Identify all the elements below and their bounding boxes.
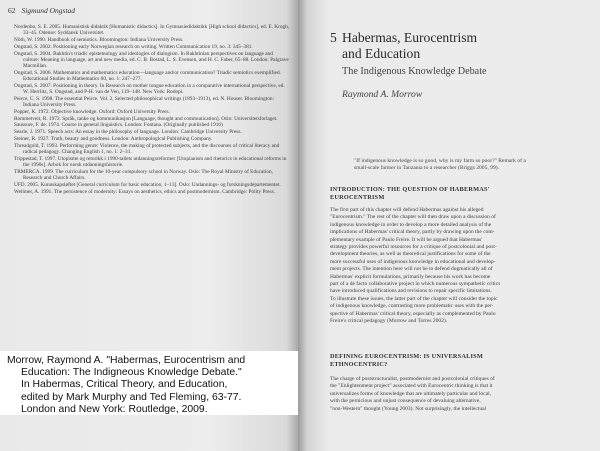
reference-entry: Ongstad, S. 2007. Positioning in theory. In Research on mother tongue education in a comparative international perspective, ed. W. Herrlitz, S. Ongstad, and P-H. van de Ven, 119–148. New York: Rodopi. xyxy=(14,82,285,95)
body-line: implications of Habermas' critical theory, partly by drawing upon the com- xyxy=(330,229,495,236)
reference-entry: UFD. 2005. Kunnskapsløftet [General curriculum for basic education, 1–13]. Oslo: Undannings- og forskningsdepartementet. xyxy=(14,181,281,188)
reference-entry: Nöth, W. 1990. Handbook of semiotics. Bloomington: Indiana University Press. xyxy=(14,37,184,43)
reference-entry: TRMERCA. 1999. The curriculum for the 10-year compulsory school in Norway. Oslo: The Royal Ministry of Education, Research and Church Affairs. xyxy=(14,168,273,181)
chapter-author: Raymond A. Morrow xyxy=(342,89,423,100)
section-body-defining-eurocentrism xyxy=(330,376,592,413)
body-line: "Eurocentrism." The rest of the chapter will then draw upon a discussion of xyxy=(330,214,496,221)
body-line: the "Enlightenment project" associated with Eurocentric thinking is that it xyxy=(330,383,493,390)
right-page xyxy=(298,0,600,451)
reference-entry: Trippestad, T. 1997. Utopisme og retorikk i 1990-tallets utdanningsreformer [Utopianism and rhetorics in educational reforms in the 1990s]. Arbok for norsk utdanningshistorie. xyxy=(14,155,287,168)
body-line: The first part of this chapter will defend Habermas against his alleged xyxy=(330,207,484,213)
body-line: universalizes forms of knowledge that are ultimately particular and local, xyxy=(330,390,491,397)
body-line: have introduced qualifications and revisions to repair specific limitations. xyxy=(330,288,492,295)
reference-entry: Peirce, C. S. 1998. The essential Peirce. Vol. 2, Selected philosophical writings (1893–1913), ed. N. Houser. Bloomington: Indiana University Press. xyxy=(14,95,274,108)
reference-entry: Popper, K. 1972. Objective knowledge. Oxford: Oxford University Press. xyxy=(14,108,170,115)
running-head-author: Sigmund Ongstad xyxy=(21,6,76,15)
citation-line: Education: The Indigneous Knowledge Debate." xyxy=(21,367,242,379)
body-line: strategy provides powerful resources for a critique of postcolonial and post- xyxy=(330,244,497,251)
body-line: ment projects. The intention here will not be to defend dogmatically all of xyxy=(330,266,493,273)
citation-overlay xyxy=(0,351,298,415)
reference-entry: Ongstad, S. 2006. Mathematics and mathematics education—language and/or communication? Triadic semiotics exemplified. Educational Studies in Mathematics 60, no. 1: 247–277. xyxy=(14,69,281,82)
reference-list xyxy=(14,24,290,195)
body-line: Freire's critical pedagogy (Morrow and Torres 2002). xyxy=(330,318,448,325)
citation-line: edited by Mark Murphy and Ted Fleming, 63-77. xyxy=(21,391,242,403)
reference-entry: Threadgold, T. 1993. Performing genre: Violence, the making of protected subjects, and the discourses of critical literacy and radical pedagogy. Changing English 1, no. 1: 2–31. xyxy=(14,142,280,155)
reference-entry: Nordenbo, S. E. 2005. Humanistisk didaktik [Humanistic didactics]. In Gymnasiedidaktikk [High school didactics], ed. E. Krogh, 33–45. Odense: Syddansk Universitet. xyxy=(14,24,290,37)
section-heading-line: DEFINING EUROCENTRISM: IS UNIVERSALISM xyxy=(330,353,483,360)
reference-entry: Ongstad, S. 2002. Positioning early Norwegian research on writing. Written Communication 19, no. 3: 345–381. xyxy=(14,43,253,50)
section-heading-line: ETHNOCENTRIC? xyxy=(330,360,388,368)
body-line: "non-Western" thought (Young 2003). Not surprisingly, the intellectual xyxy=(330,405,487,412)
reference-entry: Wellmer, A. 1991. The persistence of modernity: Essays on aesthetics, ethics and postmodernism. Cambridge: Polity Press. xyxy=(14,188,275,195)
reference-entry: Steiner, R. 1927. Truth, beauty and goodness. London: Anthropological Publishing Company. xyxy=(14,135,213,142)
section-heading-introduction xyxy=(330,186,580,202)
body-line: Habermas' explicit formulations, primarily because his work has become xyxy=(330,273,491,280)
reference-entry: Searle, J. 1971. Speech acts: An essay in the philosophy of language. London: Cambridge University Press. xyxy=(14,129,242,136)
chapter-subtitle: The Indigenous Knowledge Debate xyxy=(342,66,487,77)
epigraph xyxy=(354,158,584,172)
section-body-introduction xyxy=(330,207,592,326)
body-line: spective of Habermas' critical theory, especially as complemented by Paulo xyxy=(330,310,496,317)
chapter-heading xyxy=(330,30,580,100)
body-line: plementary example of Paulo Freire. It will be argued that Habermas' xyxy=(330,236,483,243)
citation-line: London and New York: Routledge, 2009. xyxy=(21,403,208,415)
body-line: part of a de facto collaborative project in which numerous sympathetic critics xyxy=(330,281,501,288)
reference-entry: Saussure, F. de. 1974. Course in general linguistics. London: Fontana. (Originally published 1916) xyxy=(14,122,223,129)
epigraph-line: "If indigenous knowledge is so good, why is my farm so poor?" Remark of a xyxy=(354,158,526,164)
body-line: The charge of poststructuralist, postmodernist and postcolonial critiques of xyxy=(330,376,495,382)
epigraph-line: small-scale farmer in Tanzania to a researcher (Briggs 2005, 99). xyxy=(354,165,500,171)
body-line: indigenous knowledge in order to develop a more detailed analysis of the xyxy=(330,221,492,228)
chapter-number: 5 xyxy=(330,30,337,45)
citation-line: Morrow, Raymond A. "Habermas, Eurocentrism and xyxy=(7,355,246,366)
chapter-title-line-1: 5 Habermas, Eurocentrism xyxy=(330,30,478,45)
body-line: To illustrate these issues, the latter part of the chapter will consider the topic xyxy=(330,295,498,302)
citation-line: In Habermas, Critical Theory, and Education, xyxy=(21,379,228,391)
section-heading-defining-eurocentrism xyxy=(330,353,580,369)
reference-entry: Ongstad, S. 2004. Bakhtin's triadic epistemology and ideologies of dialogism. In Bakhtinian perspectives on language and culture: Meaning in language, art and new media, ed. C. B. Bostad, L. S. Evensen, and H. C. Faber, 65–88. London: Palgrave Macmillan. xyxy=(14,50,289,69)
section-heading-line: INTRODUCTION: THE QUESTION OF HABERMAS' xyxy=(330,186,490,193)
body-line: more successful uses of indigenous knowledge in educational and develop- xyxy=(330,258,496,265)
body-line: of indigenous knowledge, contrasting more problematic uses with the per- xyxy=(330,303,494,310)
running-head xyxy=(8,6,75,15)
chapter-title-line-2: and Education xyxy=(342,46,421,61)
body-line: development theories, as well as theoretical justifications for some of the xyxy=(330,251,491,258)
section-heading-line: EUROCENTRISM xyxy=(330,193,385,201)
page-number: 62 xyxy=(8,6,16,15)
body-line: with the pernicious and unjust consequence of devaluing alternative, xyxy=(330,398,481,405)
left-page xyxy=(0,0,298,451)
reference-entry: Rommetveit, R. 1972. Språk, tanke og kommunikasjon [Language, thought and communication]. Oslo: Universitetsforlaget. xyxy=(14,115,278,122)
